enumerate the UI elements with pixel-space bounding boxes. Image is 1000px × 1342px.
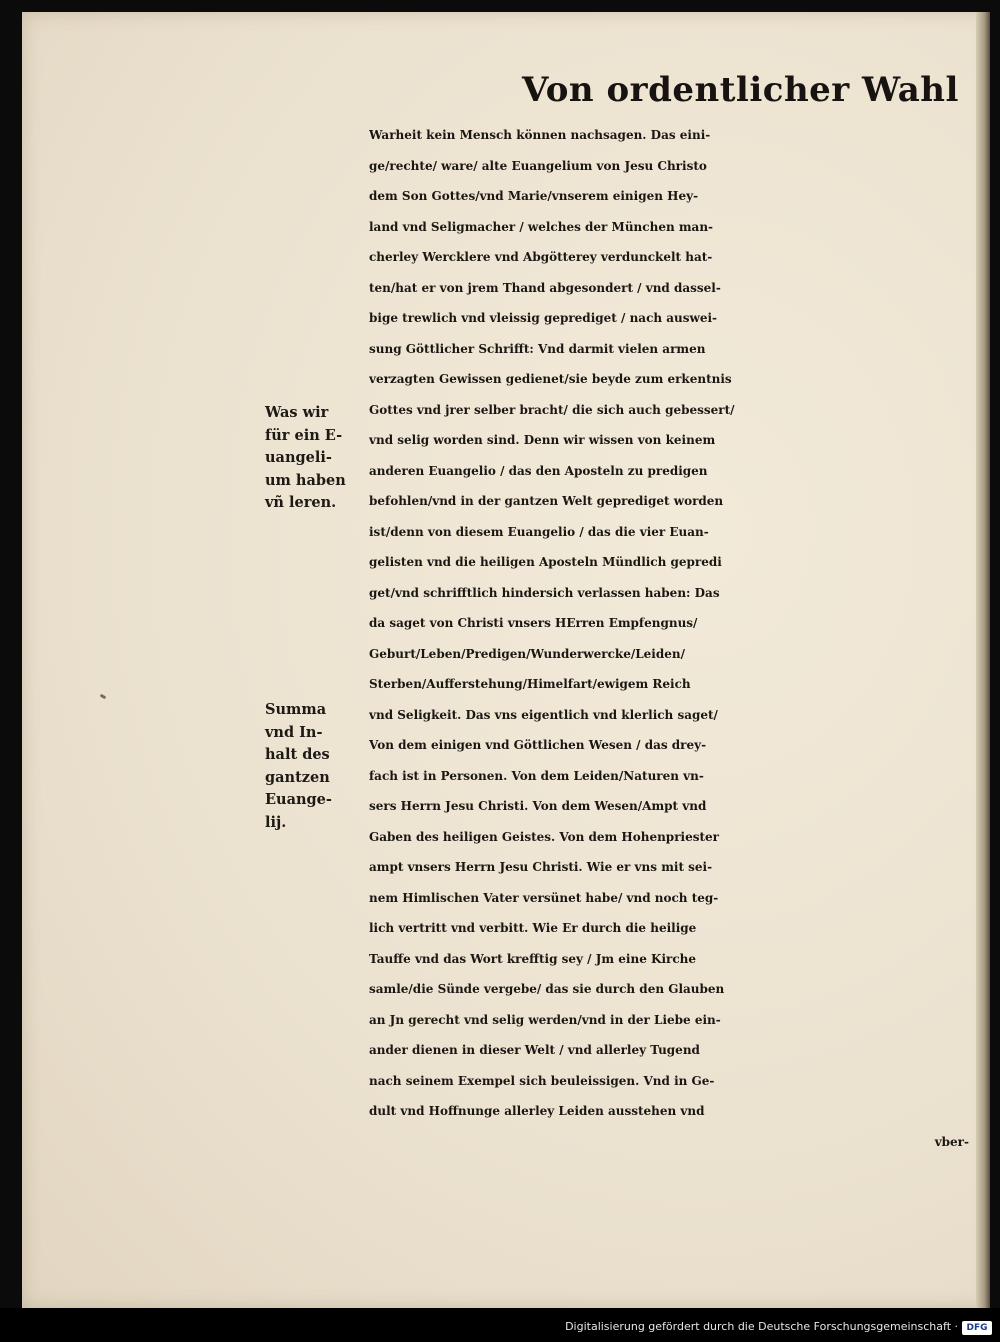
text-line: cherley Wercklere vnd Abgötterey verdunckelt hat- [369,250,713,264]
text-line: verzagten Gewissen gedienet/sie beyde zum erkentnis [369,372,732,386]
text-line: sers Herrn Jesu Christi. Von dem Wesen/Ampt vnd [369,799,707,813]
footer-bar [0,1308,1000,1342]
text-line: fach ist in Personen. Von dem Leiden/Naturen vn- [369,768,704,783]
marginal-note [265,699,385,834]
marginal-note-line: gantzen [265,768,330,786]
text-line: gelisten vnd die heiligen Aposteln Mündlich gepredi [369,555,722,569]
marginal-note-line: Summa [265,701,327,718]
marginal-note-line: lij. [265,813,287,831]
running-header: Von ordentlicher Wahl [522,70,959,110]
text-line: ge/rechte/ ware/ alte Euangelium von Jesu Christo [369,158,707,173]
text-line: ampt vnsers Herrn Jesu Christi. Wie er vns mit sei- [369,860,713,874]
body-text [369,120,977,1157]
marginal-note-line: Euange- [265,791,332,808]
marginal-note-line: halt des [265,746,330,763]
marginal-note-line: für ein E- [265,426,343,444]
text-line: dult vnd Hoffnunge allerley Leiden ausstehen vnd [369,1104,705,1118]
text-line: Tauffe vnd das Wort krefftig sey / Jm eine Kirche [369,951,697,966]
text-line: anderen Euangelio / das den Aposteln zu predigen [369,463,708,478]
text-line: ist/denn von diesem Euangelio / das die vier Euan- [369,524,709,539]
text-line: land vnd Seligmacher / welches der München man- [369,219,714,234]
marginal-note-line: Was wir [265,404,329,421]
text-line: Von dem einigen vnd Göttlichen Wesen / das drey- [369,738,707,752]
text-line: lich vertritt vnd verbitt. Wie Er durch die heilige [369,921,697,935]
text-line: dem Son Gottes/vnd Marie/vnserem einigen Hey- [369,189,699,203]
book-page [22,12,990,1308]
text-line: Geburt/Leben/Predigen/Wunderwercke/Leiden/ [369,646,685,661]
text-line: Warheit kein Mensch können nachsagen. Das eini- [369,128,711,142]
funding-credit: Digitalisierung gefördert durch die Deutsche Forschungsgemeinschaft · [565,1320,958,1333]
paper-speck [100,694,107,700]
text-line: vnd selig worden sind. Denn wir wissen von keinem [369,433,716,447]
text-line: Gottes vnd jrer selber bracht/ die sich auch gebessert/ [369,402,735,417]
text-line: vnd Seligkeit. Das vns eigentlich vnd klerlich saget/ [369,707,718,722]
text-line: bige trewlich vnd vleissig geprediget / nach auswei- [369,311,718,325]
dfg-logo-icon: DFG [962,1321,992,1335]
text-line: ander dienen in dieser Welt / vnd allerley Tugend [369,1043,700,1057]
marginal-note-line: uangeli- [265,449,332,466]
marginal-note-line: vnd In- [265,723,323,741]
text-line: samle/die Sünde vergebe/ das sie durch den Glauben [369,982,725,996]
text-line: nem Himlischen Vater versünet habe/ vnd noch teg- [369,890,719,905]
marginal-note-line: um haben [265,471,346,489]
text-line: an Jn gerecht vnd selig werden/vnd in der Liebe ein- [369,1012,721,1027]
text-line: ten/hat er von jrem Thand abgesondert / vnd dassel- [369,280,721,295]
marginal-note-line: vñ leren. [265,494,337,511]
text-line: Gaben des heiligen Geistes. Von dem Hohenpriester [369,829,719,844]
marginal-note [265,402,385,515]
text-line: nach seinem Exempel sich beuleissigen. Vnd in Ge- [369,1073,715,1088]
catchword: vber- [934,1134,969,1149]
text-line: sung Göttlicher Schrifft: Vnd darmit vielen armen [369,341,706,356]
text-line: Sterben/Aufferstehung/Himelfart/ewigem Reich [369,677,691,691]
text-line: befohlen/vnd in der gantzen Welt geprediget worden [369,494,724,508]
page-gutter [976,12,990,1308]
text-line: da saget von Christi vnsers HErren Empfengnus/ [369,616,698,630]
text-line: get/vnd schrifftlich hindersich verlassen haben: Das [369,585,720,600]
